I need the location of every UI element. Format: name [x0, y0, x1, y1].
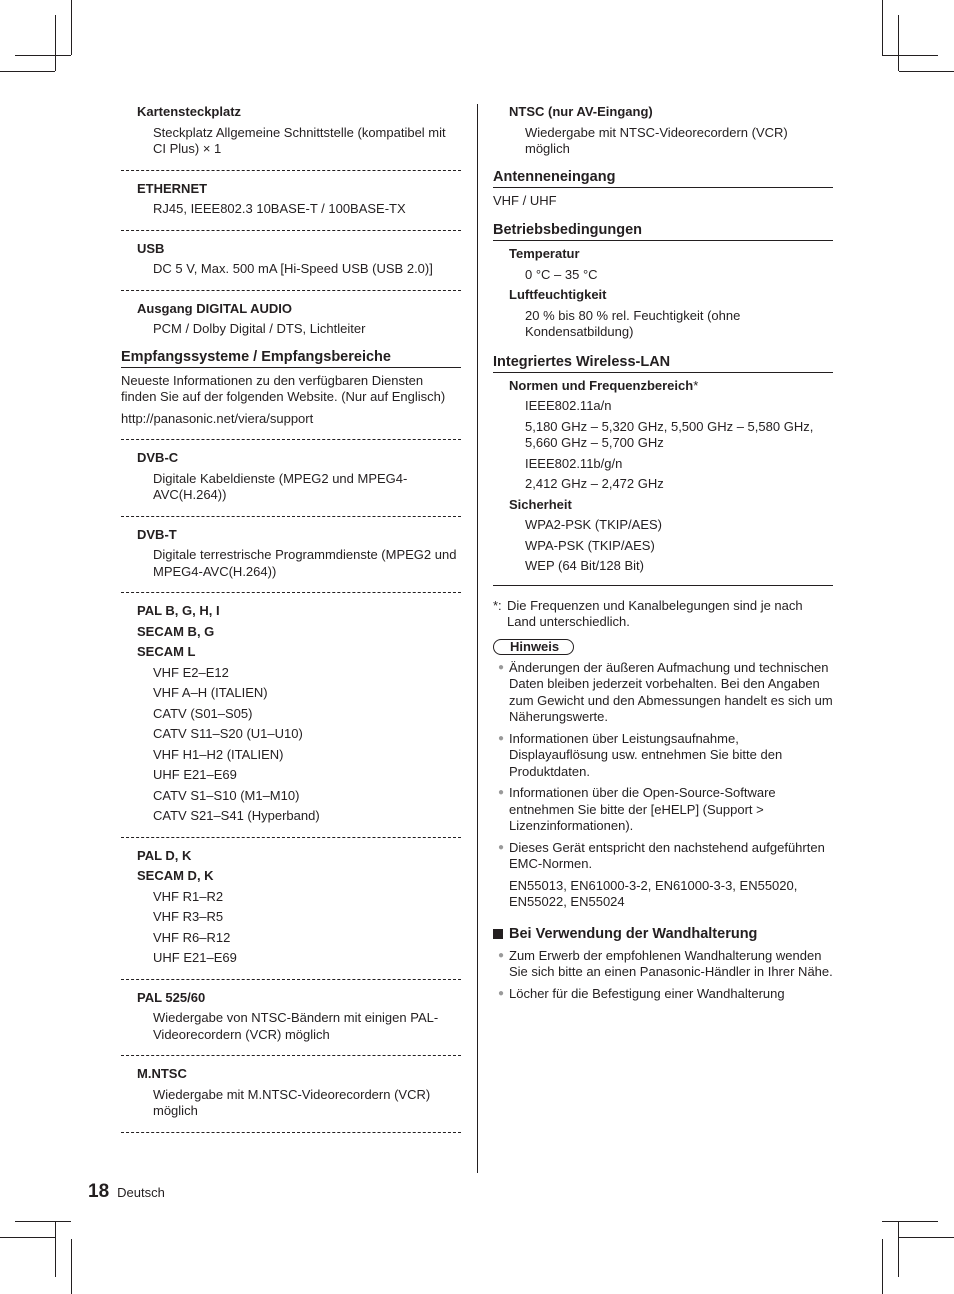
band-value: VHF A–H (ITALIEN): [153, 685, 268, 700]
bullet-icon: ●: [497, 661, 505, 673]
support-url: http://panasonic.net/viera/support: [121, 410, 314, 426]
band-value: CATV S21–S41 (Hyperband): [153, 808, 320, 823]
crop-mark: [0, 71, 55, 72]
crop-mark: [55, 1221, 56, 1277]
secam-bg-label: SECAM B, G: [137, 623, 215, 639]
footnote-mark: *:: [493, 597, 502, 613]
temperature-label: Temperatur: [509, 246, 580, 261]
band-value: VHF H1–H2 (ITALIEN): [153, 746, 284, 762]
card-slot-value: Steckplatz Allgemeine Schnittstelle (kompatibel mit CI Plus) × 1: [153, 124, 446, 156]
crop-mark: [882, 1239, 883, 1294]
dashed-divider: [121, 592, 461, 593]
ntsc-label: NTSC (nur AV-Eingang): [509, 104, 653, 119]
bullet-icon: ●: [497, 732, 505, 744]
wall-mount-heading-text: Bei Verwendung der Wandhalterung: [509, 925, 758, 942]
bullet-icon: ●: [497, 949, 505, 961]
dashed-divider: [121, 516, 461, 517]
ethernet-label: ETHERNET: [137, 180, 208, 196]
card-slot-label: Kartensteckplatz: [137, 104, 242, 119]
dashed-divider: [121, 1132, 461, 1133]
pal525-label: PAL 525/60: [137, 989, 206, 1005]
list-item-text: Informationen über Leistungsaufnahme, Displayauflösung usw. entnehmen Sie bitte den Produktdaten.: [509, 730, 783, 779]
square-bullet-icon: [493, 929, 503, 939]
list-item: [493, 731, 833, 781]
antenna-value: VHF / UHF: [493, 192, 557, 208]
digital-audio-label: Ausgang DIGITAL AUDIO: [137, 300, 293, 316]
list-item-text: Dieses Gerät entspricht den nachstehend aufgeführten EMC-Normen.: [509, 839, 825, 871]
section-divider: [493, 585, 833, 586]
ethernet-value: RJ45, IEEE802.3 10BASE-T / 100BASE-TX: [153, 201, 406, 216]
band-value: CATV S11–S20 (U1–U10): [153, 726, 303, 741]
band-value: CATV S1–S10 (M1–M10): [153, 787, 300, 803]
usb-label: USB: [137, 240, 165, 256]
mntsc-value: Wiedergabe mit M.NTSC-Videorecordern (VCR) möglich: [153, 1086, 431, 1118]
dashed-divider: [121, 170, 461, 171]
wlan-standards-text: Normen und Frequenzbereich: [509, 377, 694, 393]
dvbt-label: DVB-T: [137, 526, 177, 542]
crop-mark: [882, 0, 883, 55]
dashed-divider: [121, 439, 461, 440]
security-value: WEP (64 Bit/128 Bit): [525, 558, 644, 573]
humidity-label: Luftfeuchtigkeit: [509, 287, 607, 302]
pal-bg-label: PAL B, G, H, I: [137, 603, 220, 618]
secam-l-label: SECAM L: [137, 644, 196, 659]
crop-mark: [899, 1237, 954, 1238]
dvbt-value: Digitale terrestrische Programmdienste (MPEG2 und MPEG4-AVC(H.264)): [153, 547, 457, 579]
operating-heading: Betriebsbedingungen: [493, 221, 833, 241]
dvbc-label: DVB-C: [137, 450, 179, 465]
crop-mark: [0, 1237, 55, 1238]
list-item-text: Informationen über die Open-Source-Software entnehmen Sie bitte der [eHELP] (Support > Lizenzinformationen).: [509, 785, 776, 833]
reception-intro: Neueste Informationen zu den verfügbaren Diensten finden Sie auf der folgenden Website. (Nur auf Englisch): [121, 372, 446, 404]
list-item: [493, 840, 833, 873]
page-footer: [88, 1181, 165, 1202]
crop-mark: [15, 1221, 71, 1222]
band-value: UHF E21–E69: [153, 950, 237, 965]
security-label: Sicherheit: [509, 496, 572, 512]
crop-mark: [899, 71, 954, 72]
dashed-divider: [121, 1055, 461, 1056]
emc-standards: EN55013, EN61000-3-2, EN61000-3-3, EN55020, EN55022, EN55024: [509, 877, 798, 909]
crop-mark: [15, 55, 71, 56]
band-value: VHF R1–R2: [153, 888, 224, 904]
reception-heading: Empfangssysteme / Empfangsbereiche: [121, 348, 461, 368]
humidity-value: 20 % bis 80 % rel. Feuchtigkeit (ohne Kondensatbildung): [525, 307, 741, 339]
footnote-marker: *: [693, 377, 699, 393]
band-value: CATV (S01–S05): [153, 705, 253, 721]
band-value: VHF R6–R12: [153, 929, 231, 945]
bullet-icon: ●: [497, 987, 505, 999]
column-divider: [477, 104, 478, 1173]
crop-mark: [71, 0, 72, 55]
temperature-value: 0 °C – 35 °C: [525, 266, 598, 282]
dashed-divider: [121, 230, 461, 231]
wlan-frequency-value: 5,180 GHz – 5,320 GHz, 5,500 GHz – 5,580 GHz, 5,660 GHz – 5,700 GHz: [525, 418, 814, 450]
left-column: [121, 104, 461, 1143]
dvbc-value: Digitale Kabeldienste (MPEG2 und MPEG4-AVC(H.264)): [153, 470, 408, 502]
band-value: VHF R3–R5: [153, 909, 224, 924]
list-item-text: Zum Erwerb der empfohlenen Wandhalterung wenden Sie sich bitte an einen Panasonic-Händler in Ihrer Nähe.: [509, 947, 833, 979]
band-value: VHF E2–E12: [153, 664, 229, 680]
mntsc-label: M.NTSC: [137, 1066, 187, 1081]
list-item: [493, 948, 833, 981]
security-value: WPA2-PSK (TKIP/AES): [525, 517, 663, 532]
footnote-text: Die Frequenzen und Kanalbelegungen sind je nach Land unterschiedlich.: [507, 597, 803, 629]
list-item: [493, 986, 833, 1003]
band-value: UHF E21–E69: [153, 767, 237, 782]
list-item-text: Löcher für die Befestigung einer Wandhalterung: [509, 985, 785, 1001]
pal-dk-label: PAL D, K: [137, 847, 192, 863]
wall-mount-heading: [493, 925, 833, 943]
bullet-icon: ●: [497, 841, 505, 853]
crop-mark: [898, 15, 899, 71]
dashed-divider: [121, 290, 461, 291]
security-value: WPA-PSK (TKIP/AES): [525, 537, 655, 553]
right-column: [493, 104, 833, 1007]
antenna-heading: Antenneneingang: [493, 168, 833, 188]
usb-value: DC 5 V, Max. 500 mA [Hi-Speed USB (USB 2.0)]: [153, 261, 433, 276]
bullet-icon: ●: [497, 787, 505, 798]
list-item-text: Änderungen der äußeren Aufmachung und technischen Daten bleiben jederzeit vorbehalten. Bei den Angaben zum Gewicht und den Abmessungen handelt es sich um Näherungswerte.: [509, 659, 833, 724]
dashed-divider: [121, 837, 461, 838]
digital-audio-value: PCM / Dolby Digital / DTS, Lichtleiter: [153, 321, 366, 336]
crop-mark: [882, 1221, 938, 1222]
list-item: [493, 660, 833, 726]
page-number: 18: [88, 1181, 110, 1202]
wlan-standard-value: IEEE802.11b/g/n: [525, 455, 623, 471]
crop-mark: [898, 1221, 899, 1277]
ntsc-value: Wiedergabe mit NTSC-Videorecordern (VCR) möglich: [525, 124, 788, 156]
crop-mark: [71, 1239, 72, 1294]
wlan-standard-value: IEEE802.11a/n: [525, 398, 612, 413]
crop-mark: [882, 55, 938, 56]
dashed-divider: [121, 979, 461, 980]
list-item: [493, 785, 833, 835]
footnote: [493, 598, 833, 631]
wlan-frequency-value: 2,412 GHz – 2,472 GHz: [525, 476, 664, 491]
hinweis-badge: Hinweis: [493, 639, 574, 655]
secam-dk-label: SECAM D, K: [137, 868, 214, 883]
crop-mark: [55, 15, 56, 71]
page-language: Deutsch: [117, 1185, 165, 1200]
wlan-standards-label: [509, 378, 833, 395]
pal525-value: Wiedergabe von NTSC-Bändern mit einigen PAL-Videorecordern (VCR) möglich: [153, 1010, 439, 1042]
wlan-heading: Integriertes Wireless-LAN: [493, 353, 833, 373]
